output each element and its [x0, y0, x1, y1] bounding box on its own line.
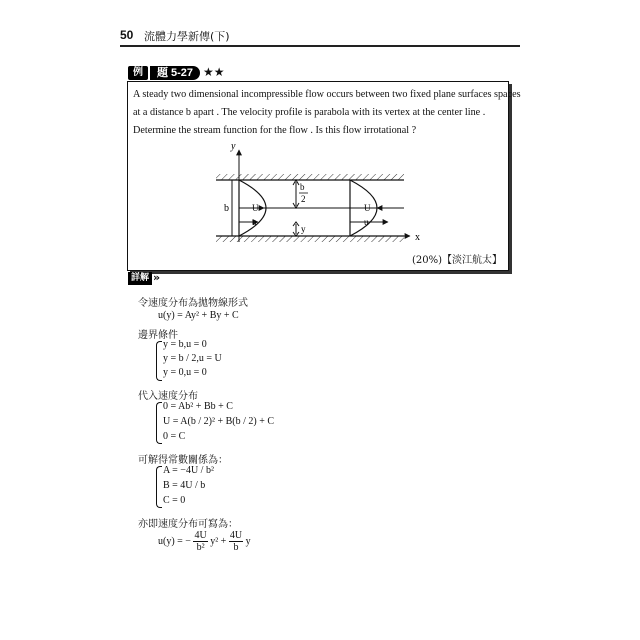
step-4-eq-1: A = −4U / b²	[163, 465, 214, 476]
problem-box	[127, 81, 521, 271]
u-label-2: u	[364, 217, 369, 227]
step-5-text: 亦即速度分布可寫為：	[138, 519, 238, 530]
U-label-1: U	[252, 203, 259, 213]
channel-flow-figure	[128, 82, 521, 270]
step-4-eq-2: B = 4U / b	[163, 480, 206, 491]
example-number-text: 5-27	[171, 67, 194, 79]
step-5-fraction-1	[193, 530, 207, 553]
step-5-equation	[158, 530, 251, 553]
step-3-eq-3: 0 = C	[163, 431, 186, 442]
page-header	[120, 26, 520, 46]
fraction-1-numerator: 4U	[194, 530, 207, 541]
problem-line-2: at a distance b apart . The velocity profile is parabola with its vertex at the center line .	[133, 107, 486, 118]
step-2-eq-2: y = b / 2,u = U	[163, 353, 222, 364]
problem-source: (20%)【淡江航太】	[411, 255, 502, 266]
half-b-denominator: 2	[301, 194, 306, 204]
solution-tag-label: 詳解	[128, 272, 152, 285]
top-wall-hatch	[216, 174, 404, 180]
step-2-eq-1: y = b,u = 0	[163, 339, 207, 350]
fraction-2-numerator: 4U	[229, 530, 243, 541]
step-3-text: 代入速度分布	[138, 391, 198, 402]
step-4-brace	[156, 466, 162, 508]
example-number	[150, 66, 200, 80]
example-tag-prefix: 例	[128, 66, 148, 80]
y-dimension-label: y	[301, 224, 306, 234]
step-5-fraction-2	[229, 530, 243, 553]
example-tag-mid: 題	[156, 67, 168, 79]
bottom-wall-hatch	[216, 236, 404, 242]
difficulty-stars: ★★	[203, 65, 225, 79]
step-2-brace	[156, 341, 162, 381]
step-5-mid: y² +	[210, 535, 227, 547]
step-5-tail: y	[245, 535, 251, 547]
step-3-brace	[156, 402, 162, 444]
step-3-eq-2: U = A(b / 2)² + B(b / 2) + C	[163, 416, 275, 427]
step-4-text: 可解得常數關係為：	[138, 455, 228, 466]
header-rule	[120, 45, 520, 47]
step-3-eq-1: 0 = Ab² + Bb + C	[163, 401, 233, 412]
x-axis-label: x	[415, 232, 420, 243]
problem-line-1: A steady two dimensional incompressible flow occurs between two fixed plane surfaces spaces	[133, 89, 521, 100]
b-label: b	[224, 203, 229, 214]
problem-line-3: Determine the stream function for the flow . Is this flow irrotational ?	[133, 125, 417, 136]
solution-tag-arrows: »	[153, 271, 161, 284]
fraction-2-denominator: b	[233, 542, 239, 553]
fraction-1-denominator: b²	[196, 542, 205, 553]
step-1-text: 令速度分布為拋物線形式	[138, 298, 248, 309]
u-label-1: u	[252, 217, 257, 227]
step-5-lhs: u(y) = −	[158, 535, 191, 547]
U-label-2: U	[364, 203, 371, 213]
half-b-numerator: b	[300, 182, 305, 192]
step-2-eq-3: y = 0,u = 0	[163, 367, 207, 378]
y-axis-label: y	[231, 141, 236, 152]
step-2-text: 邊界條件	[138, 330, 178, 341]
step-4-eq-3: C = 0	[163, 495, 186, 506]
page-number: 50	[120, 28, 134, 42]
book-title: 流體力學新傳(下)	[144, 30, 230, 43]
step-1-equation: u(y) = Ay² + By + C	[158, 310, 239, 321]
